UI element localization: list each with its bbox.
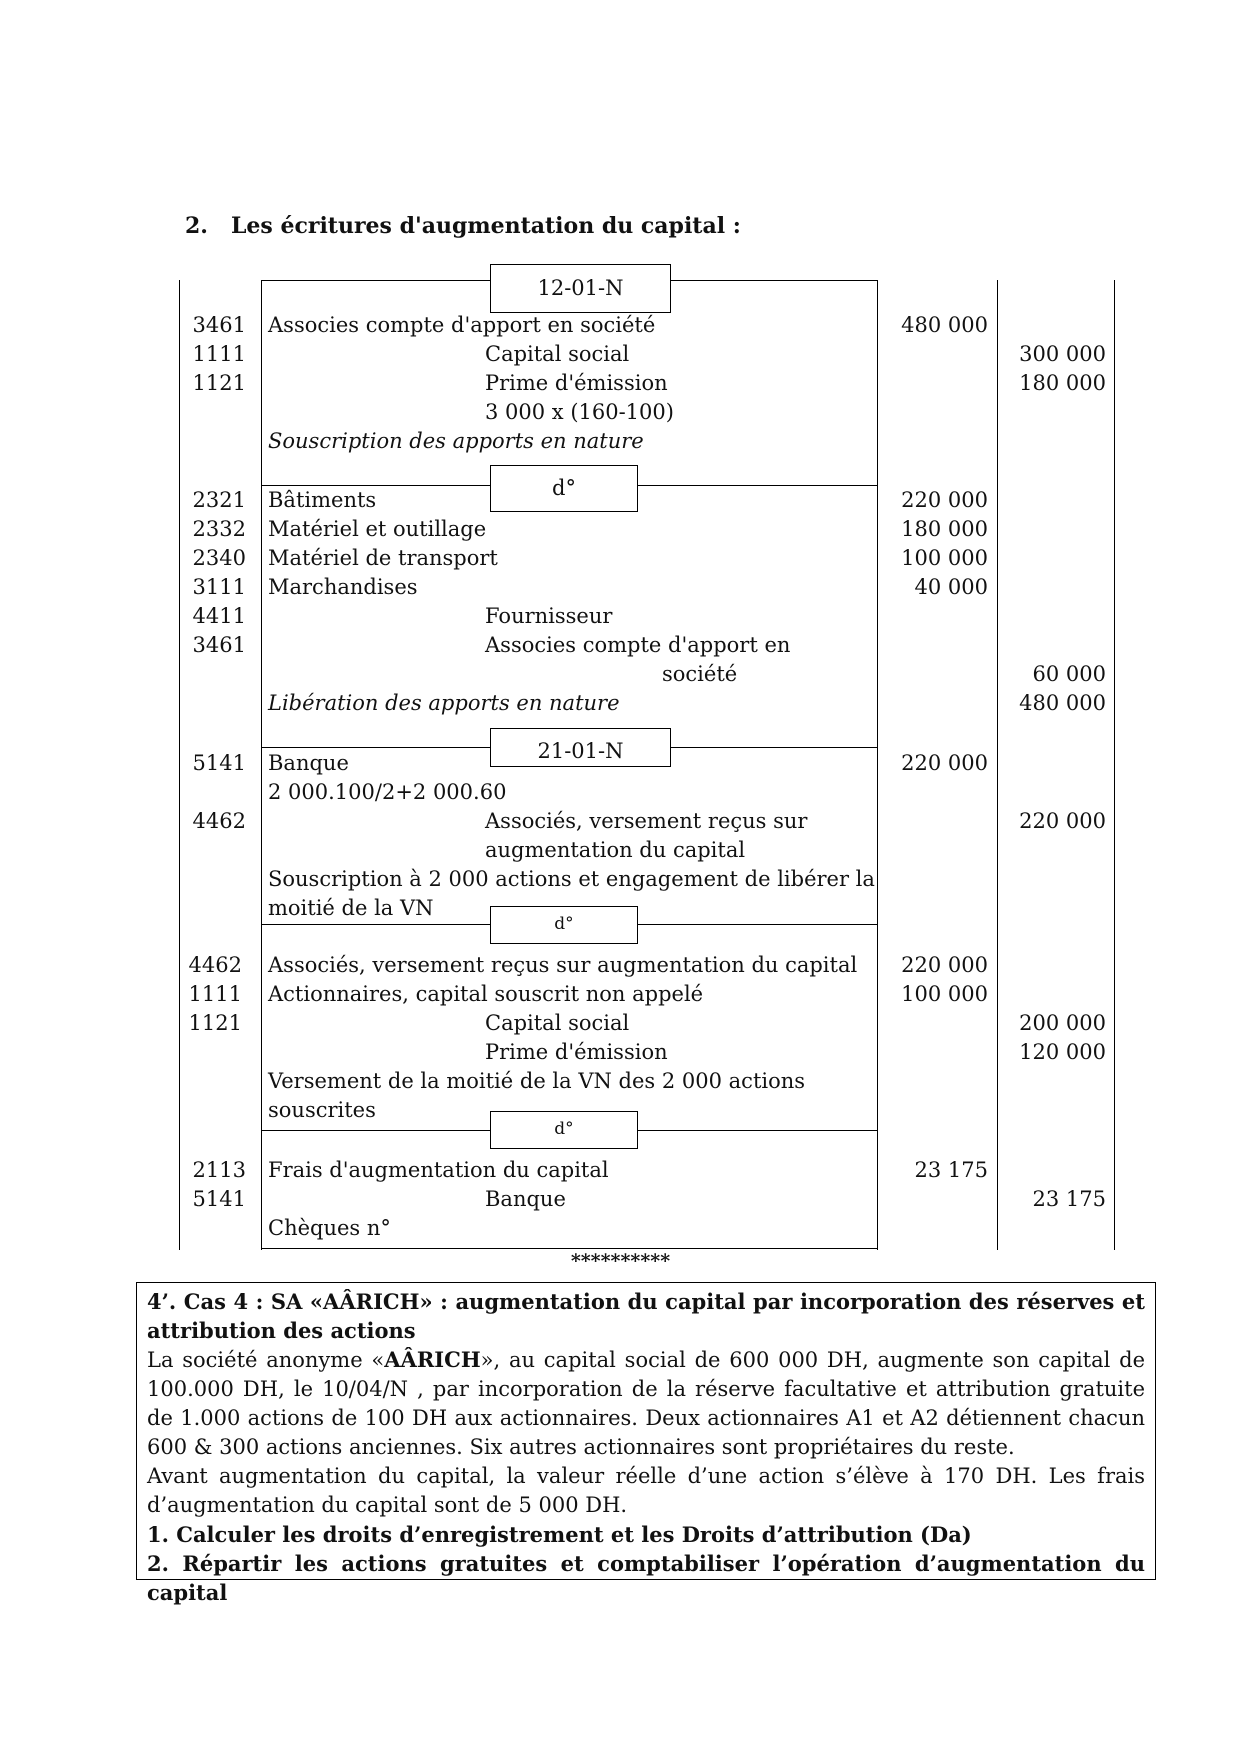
debit-amount: 220 000 [901,751,988,775]
calculation: 2 000.100/2+2 000.60 [268,780,507,804]
credit-amount: 480 000 [1019,691,1106,715]
credit-amount: 300 000 [1019,342,1106,366]
account-label: Associés, versement reçus sur [485,809,808,833]
entry-memo: Libération des apports en nature [268,691,620,715]
account-number: 1121 [188,1011,242,1035]
debit-amount: 220 000 [901,953,988,977]
account-label: Associes compte d'apport en société [268,313,656,337]
account-label: Banque [485,1187,566,1211]
company-name: AÂRICH [384,1347,481,1372]
credit-amount: 200 000 [1019,1011,1106,1035]
account-label: Prime d'émission [485,371,668,395]
account-label: Matériel et outillage [268,517,487,541]
account-label-continued: augmentation du capital [485,838,746,862]
journal-divider-label [877,280,878,1250]
account-label: Fournisseur [485,604,613,628]
case-text: La société anonyme « [147,1348,385,1372]
entry-date-box: d° [490,465,638,512]
journal-divider-debit [997,280,998,1250]
account-label: Prime d'émission [485,1040,668,1064]
calculation: 3 000 x (160-100) [485,400,674,424]
debit-amount: 220 000 [901,488,988,512]
entry-date-box: 21-01-N [490,728,671,767]
case-title: 4’. Cas 4 : SA «AÂRICH» : augmentation du capital par incorporation des réserves et [147,1289,1145,1314]
account-number: 1111 [192,342,246,366]
entry-date-box: d° [490,906,638,944]
account-label: Capital social [485,1011,630,1035]
case-paragraph [147,1345,1145,1462]
account-number: 2340 [192,546,246,570]
account-label: Bâtiments [268,488,377,512]
account-label: Capital social [485,342,630,366]
account-label: Associés, versement reçus sur augmentation du capital [268,953,858,977]
credit-amount: 23 175 [1032,1187,1106,1211]
account-number: 2321 [192,488,246,512]
journal-border-left [179,280,180,1250]
entry-memo: Versement de la moitié de la VN des 2 000 actions [268,1069,806,1093]
account-label: Marchandises [268,575,418,599]
case-text: », au capital social de 600 000 DH, augmente son capital de 100.000 DH, le 10/04/N , par incorporation de la réserve facultative et attribution gratuite de 1.000 actions de 100 DH aux actionnaires. Deux actionnaires A1 et A2 détiennent chacun 600 & 300 actions anciennes. Six autres actionnaires sont propriétaires du reste. [147,1348,1145,1459]
journal-divider-account [261,280,262,1250]
journal-bottom [261,1248,877,1249]
entry-date-box: 12-01-N [490,264,671,313]
debit-amount: 180 000 [901,517,988,541]
credit-amount: 120 000 [1019,1040,1106,1064]
account-label: Associes compte d'apport en [485,633,791,657]
entry-memo: Chèques n° [268,1216,391,1240]
account-label: Banque [268,751,349,775]
account-label: Matériel de transport [268,546,498,570]
account-label: Actionnaires, capital souscrit non appelé [268,982,704,1006]
credit-amount: 220 000 [1019,809,1106,833]
account-number: 4411 [192,604,246,628]
account-number: 2113 [192,1158,246,1182]
entry-memo: Souscription à 2 000 actions et engagement de libérer la [268,867,875,891]
account-number: 3111 [192,575,246,599]
case-paragraph: Avant augmentation du capital, la valeur réelle d’une action s’élève à 170 DH. Les frais d’augmentation du capital sont de 5 000 DH. [147,1464,1145,1517]
entry-date-box: d° [490,1111,638,1149]
case-title-continued: attribution des actions [147,1318,416,1343]
question-2: 2. Répartir les actions gratuites et comptabiliser l’opération d’augmentation du capital [147,1551,1145,1605]
account-number: 4462 [188,953,242,977]
debit-amount: 100 000 [901,546,988,570]
account-number: 3461 [192,313,246,337]
account-number: 2332 [192,517,246,541]
entry-memo: Souscription des apports en nature [268,429,644,453]
account-label-continued: société [662,662,738,686]
separator-stars: ********** [570,1250,671,1272]
account-number: 5141 [192,1187,246,1211]
question-1: 1. Calculer les droits d’enregistrement et les Droits d’attribution (Da) [147,1522,972,1547]
credit-amount: 180 000 [1019,371,1106,395]
case-box [136,1282,1156,1605]
account-number: 3461 [192,633,246,657]
debit-amount: 100 000 [901,982,988,1006]
account-label: Frais d'augmentation du capital [268,1158,609,1182]
account-number: 1111 [188,982,242,1006]
account-number: 1121 [192,371,246,395]
debit-amount: 23 175 [914,1158,988,1182]
entry-memo-continued: souscrites [268,1098,376,1122]
debit-amount: 40 000 [914,575,988,599]
journal-border-right [1114,280,1115,1250]
account-number: 4462 [192,809,246,833]
entry-memo-continued: moitié de la VN [268,896,434,920]
debit-amount: 480 000 [901,313,988,337]
credit-amount: 60 000 [1032,662,1106,686]
account-number: 5141 [192,751,246,775]
section-heading: 2. Les écritures d'augmentation du capital : [185,213,741,239]
